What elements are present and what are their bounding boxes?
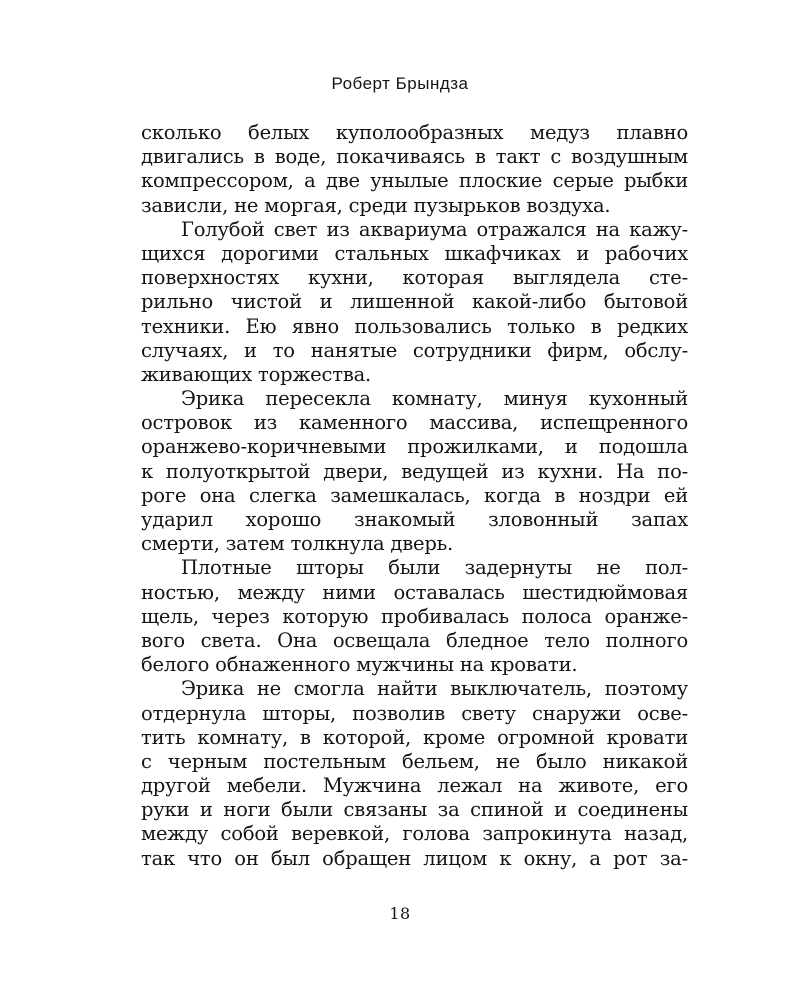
text-line: Голубой свет из аквариума отражался на кажу- xyxy=(181,217,688,241)
running-title: Роберт Брындза xyxy=(331,74,469,93)
text-line: другой мебели. Мужчина лежал на животе, его xyxy=(141,774,688,798)
page-number: 18 xyxy=(389,904,411,923)
text-line: ностью, между ними оставалась шестидюймовая xyxy=(141,580,688,604)
text-line: вого света. Она освещала бледное тело полного xyxy=(141,628,688,652)
text-line: смерти, затем толкнула дверь. xyxy=(141,532,454,556)
text-line: Эрика не смогла найти выключатель, поэтому xyxy=(181,677,688,701)
text-line: рильно чистой и лишенной какой-либо бытовой xyxy=(141,290,688,314)
text-line: отдернула шторы, позволив свету снаружи осве- xyxy=(141,701,688,725)
text-line: компрессором, а две унылые плоские серые рыбки xyxy=(141,169,688,193)
text-line: щель, через которую пробивалась полоса оранже- xyxy=(141,604,688,628)
text-line: руки и ноги были связаны за спиной и соединены xyxy=(141,798,688,822)
text-line: случаях, и то нанятые сотрудники фирм, обслу- xyxy=(141,338,688,362)
text-line: ударил хорошо знакомый зловонный запах xyxy=(141,508,688,531)
text-line: так что он был обращен лицом к окну, а рот за- xyxy=(141,846,688,870)
text-line: белого обнаженного мужчины на кровати. xyxy=(141,653,578,677)
text-line: с черным постельным бельем, не было никакой xyxy=(141,749,688,773)
text-line: тить комнату, в которой, кроме огромной кровати xyxy=(141,725,688,749)
text-line: щихся дорогими стальных шкафчиках и рабочих xyxy=(141,241,688,265)
body-text xyxy=(141,121,688,871)
text-line: двигались в воде, покачиваясь в такт с воздушным xyxy=(141,145,688,169)
text-line: Эрика пересекла комнату, минуя кухонный xyxy=(181,387,688,411)
text-line: островок из каменного массива, испещренного xyxy=(141,411,688,435)
text-line: оранжево-коричневыми прожилками, и подошла xyxy=(141,435,688,459)
text-line: роге она слегка замешкалась, когда в ноздри ей xyxy=(141,483,688,507)
text-line: к полуоткрытой двери, ведущей из кухни. На по- xyxy=(141,459,688,483)
text-line: между собой веревкой, голова запрокинута назад, xyxy=(141,822,688,846)
text-line: зависли, не моргая, среди пузырьков воздуха. xyxy=(141,193,611,217)
text-line: техники. Ею явно пользовались только в редких xyxy=(141,314,688,338)
text-line: Плотные шторы были задернуты не пол- xyxy=(181,556,688,580)
text-line: поверхностях кухни, которая выглядела сте- xyxy=(141,266,688,290)
text-line: сколько белых куполообразных медуз плавно xyxy=(141,121,688,144)
text-line: живающих торжества. xyxy=(141,362,372,386)
